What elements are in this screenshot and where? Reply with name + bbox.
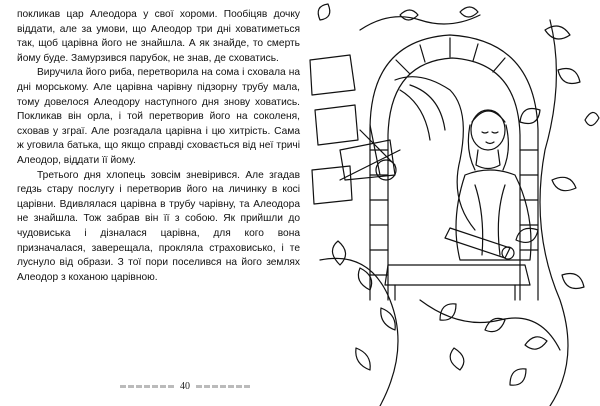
footer-rule-left bbox=[120, 385, 174, 388]
story-paragraph-1: поклика​в цар Алеодора у свої хороми. Пообіцяв дочку віддати, але за умови, що Алеодор три дні ховатиметься так, щоб царівна його не знайшла. А як знайде, то смерть йому буде. Замурзився парубок, не знав, де сховатись. bbox=[17, 9, 300, 64]
page-number: 40 bbox=[180, 380, 190, 392]
story-paragraph-2: Виручила його риба, перетворила на сома і сховала на дні морському. Але царівна чарівну підзорну трубу мала, тому довелося Алеодору наступного дня знову ховатись. Покликав він орла, і той перетворив його на соколеня, сховав у зграї. Але розгадала царівна і цю хитрість. Сама ж уговила батька, що якщо справді сховається від неї тричі Алеодор, віддати її йому. bbox=[17, 67, 300, 166]
coloring-illustration bbox=[300, 0, 600, 406]
vines-and-leaves bbox=[318, 4, 599, 406]
page-footer bbox=[120, 380, 250, 392]
curtain bbox=[395, 77, 475, 230]
window-sill bbox=[385, 265, 530, 300]
princess-figure bbox=[445, 110, 531, 260]
story-paragraph-3: Третього дня хлопець зовсім зневірився. Але згадав гедзь стару послугу і перетворив його на личинку в косі царівни. Вдивлялася царівна в трубу чарівну, та Алеодора не знайшла. Тож забрав він її з собою. Як прийшли до чудовиська і дізналася царівна, для кого вона призначалася, заверещала, прокляла страховисько, і те луснуло від образи. З тої пори поселився на його землях Алеодор з коханою царівною. bbox=[17, 169, 300, 283]
story-text-column bbox=[17, 8, 300, 285]
footer-rule-right bbox=[196, 385, 250, 388]
